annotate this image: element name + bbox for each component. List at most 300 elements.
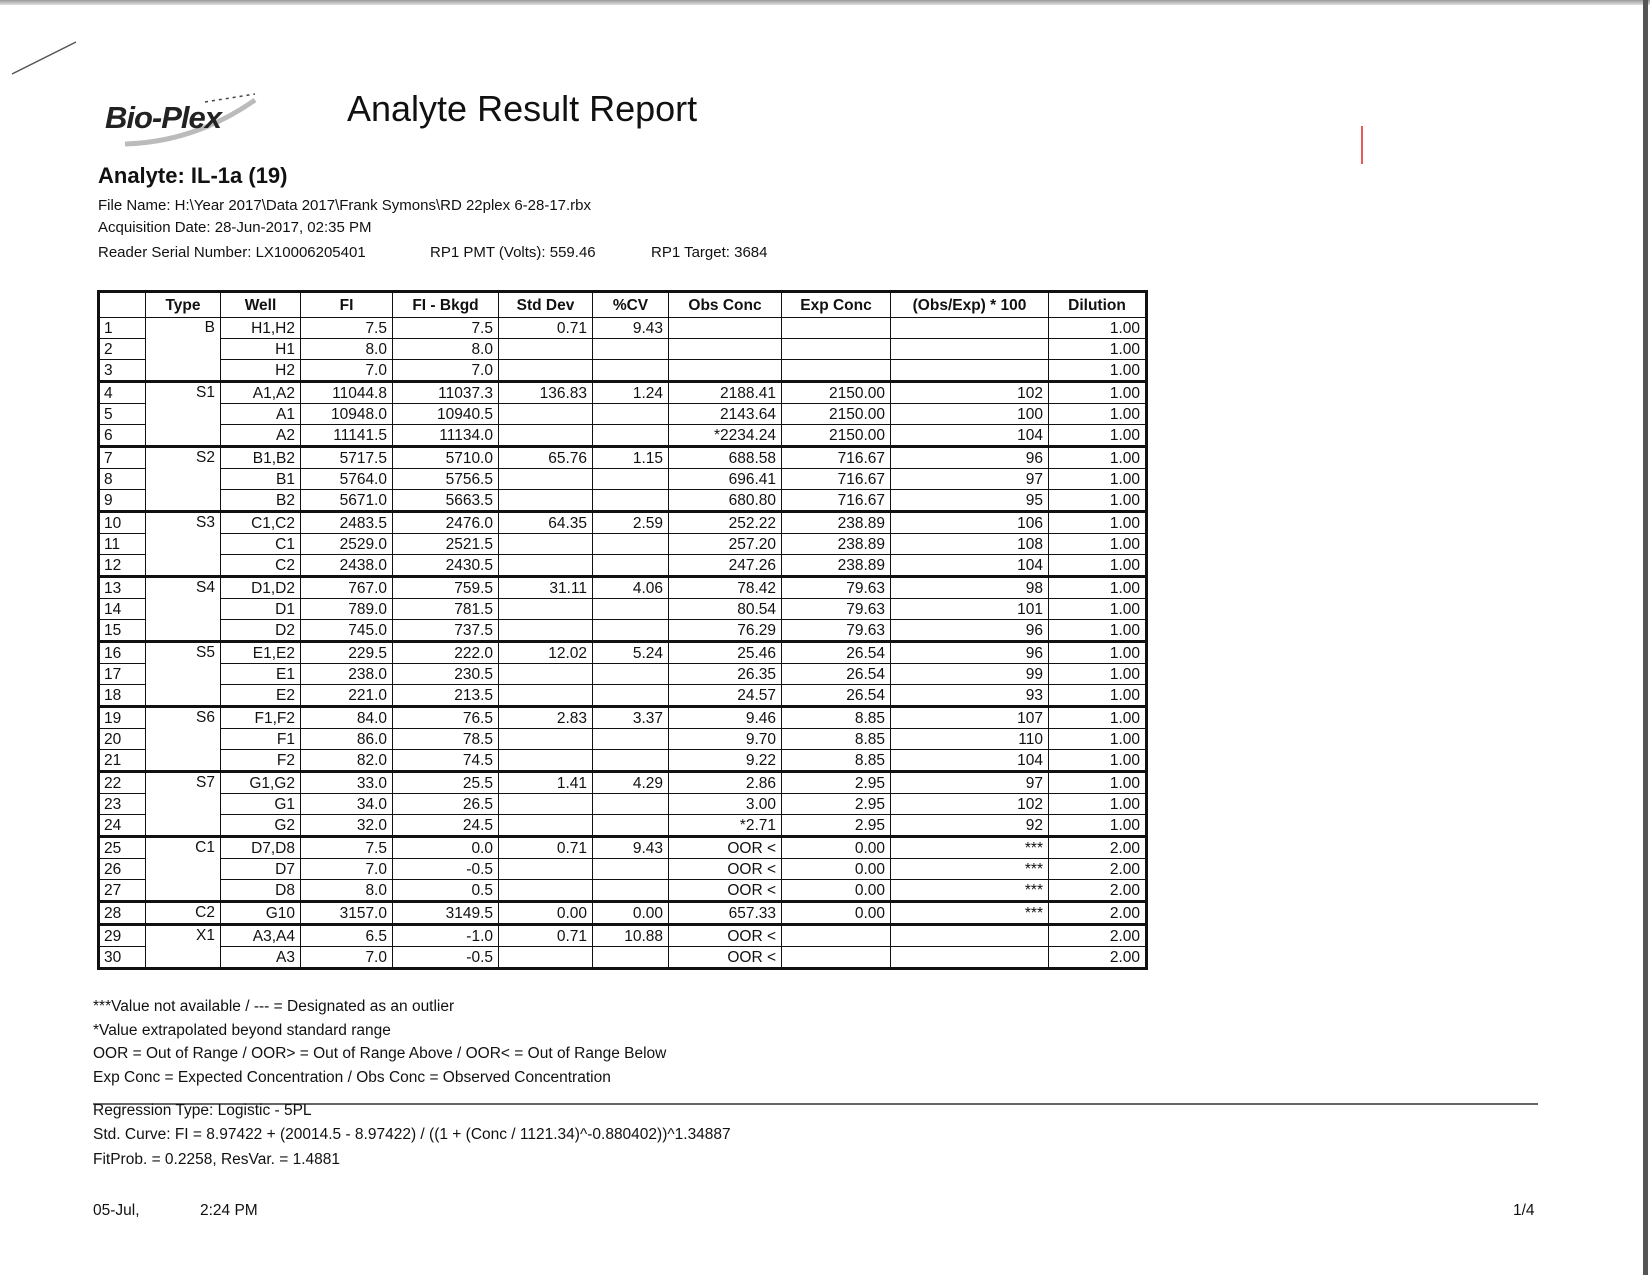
- table-cell: 745.0: [301, 620, 393, 642]
- table-cell: 86.0: [301, 729, 393, 750]
- table-cell: 1.00: [1049, 794, 1147, 815]
- table-cell: 680.80: [669, 490, 782, 512]
- table-cell: 2.95: [782, 794, 891, 815]
- table-cell: 2143.64: [669, 404, 782, 425]
- column-header: [99, 292, 146, 318]
- table-cell: 1.15: [593, 447, 669, 469]
- table-cell: 0.71: [499, 837, 593, 859]
- table-cell: 2.83: [499, 707, 593, 729]
- table-cell: ***: [891, 880, 1049, 902]
- column-header: FI: [301, 292, 393, 318]
- table-cell: 1.00: [1049, 685, 1147, 707]
- table-cell: [499, 880, 593, 902]
- table-cell: 76.29: [669, 620, 782, 642]
- table-cell: 10.88: [593, 925, 669, 947]
- table-cell: 21: [99, 750, 146, 772]
- note-extrapolated: *Value extrapolated beyond standard range: [93, 1022, 391, 1039]
- table-cell: A1,A2: [221, 382, 301, 404]
- sample-type: S5: [146, 642, 221, 707]
- table-cell: 1.00: [1049, 490, 1147, 512]
- table-cell: [499, 469, 593, 490]
- table-cell: 7.0: [301, 859, 393, 880]
- table-cell: [499, 490, 593, 512]
- table-cell: 230.5: [393, 664, 499, 685]
- table-row: [99, 425, 1147, 447]
- table-cell: 20: [99, 729, 146, 750]
- table-cell: 95: [891, 490, 1049, 512]
- table-cell: 25.46: [669, 642, 782, 664]
- table-cell: 1.41: [499, 772, 593, 794]
- table-cell: 34.0: [301, 794, 393, 815]
- table-row: [99, 469, 1147, 490]
- table-cell: 7.5: [301, 318, 393, 339]
- table-cell: 2.00: [1049, 837, 1147, 859]
- table-cell: [499, 599, 593, 620]
- table-cell: 2529.0: [301, 534, 393, 555]
- table-cell: 18: [99, 685, 146, 707]
- table-row: [99, 729, 1147, 750]
- table-cell: [499, 815, 593, 837]
- table-cell: 2.00: [1049, 947, 1147, 969]
- table-cell: *2234.24: [669, 425, 782, 447]
- table-cell: D1,D2: [221, 577, 301, 599]
- table-cell: 96: [891, 642, 1049, 664]
- analyte-name: Analyte: IL-1a (19): [98, 163, 288, 188]
- table-cell: [782, 925, 891, 947]
- table-cell: 107: [891, 707, 1049, 729]
- table-cell: 2150.00: [782, 382, 891, 404]
- table-cell: 8.0: [301, 339, 393, 360]
- table-row: [99, 620, 1147, 642]
- table-cell: 0.00: [782, 837, 891, 859]
- table-cell: [891, 947, 1049, 969]
- table-cell: 1.24: [593, 382, 669, 404]
- table-row: [99, 447, 1147, 469]
- scan-edge-right: [1643, 0, 1648, 1275]
- table-cell: 6.5: [301, 925, 393, 947]
- column-header: Obs Conc: [669, 292, 782, 318]
- table-cell: F1: [221, 729, 301, 750]
- table-cell: C1,C2: [221, 512, 301, 534]
- table-cell: G1,G2: [221, 772, 301, 794]
- table-cell: 2430.5: [393, 555, 499, 577]
- table-cell: 101: [891, 599, 1049, 620]
- table-cell: 12.02: [499, 642, 593, 664]
- table-cell: 1.00: [1049, 642, 1147, 664]
- table-cell: [782, 318, 891, 339]
- table-cell: 102: [891, 382, 1049, 404]
- table-cell: 79.63: [782, 599, 891, 620]
- table-cell: 9.46: [669, 707, 782, 729]
- table-cell: ***: [891, 837, 1049, 859]
- table-cell: 0.71: [499, 925, 593, 947]
- table-row: [99, 534, 1147, 555]
- table-cell: D7,D8: [221, 837, 301, 859]
- table-cell: 26.54: [782, 685, 891, 707]
- table-cell: 102: [891, 794, 1049, 815]
- table-row: [99, 318, 1147, 339]
- table-cell: G10: [221, 902, 301, 925]
- table-cell: [593, 534, 669, 555]
- table-cell: A3: [221, 947, 301, 969]
- table-cell: D7: [221, 859, 301, 880]
- table-cell: 0.0: [393, 837, 499, 859]
- table-cell: 737.5: [393, 620, 499, 642]
- table-cell: [593, 947, 669, 969]
- table-cell: 98: [891, 577, 1049, 599]
- table-cell: 229.5: [301, 642, 393, 664]
- table-cell: [499, 729, 593, 750]
- acquisition-date: Acquisition Date: 28-Jun-2017, 02:35 PM: [98, 219, 372, 236]
- table-cell: 222.0: [393, 642, 499, 664]
- table-cell: B1,B2: [221, 447, 301, 469]
- table-cell: 26.35: [669, 664, 782, 685]
- table-cell: 9.70: [669, 729, 782, 750]
- table-cell: 5.24: [593, 642, 669, 664]
- table-row: [99, 815, 1147, 837]
- table-cell: [782, 947, 891, 969]
- table-cell: 1.00: [1049, 555, 1147, 577]
- table-cell: 0.00: [593, 902, 669, 925]
- table-cell: 11141.5: [301, 425, 393, 447]
- column-header: FI - Bkgd: [393, 292, 499, 318]
- column-header: Type: [146, 292, 221, 318]
- table-cell: 3.00: [669, 794, 782, 815]
- table-cell: [499, 947, 593, 969]
- rp1-target: RP1 Target: 3684: [651, 244, 768, 261]
- table-cell: 716.67: [782, 447, 891, 469]
- table-cell: 2.00: [1049, 925, 1147, 947]
- table-cell: C2: [221, 555, 301, 577]
- table-cell: E2: [221, 685, 301, 707]
- table-cell: 7.5: [393, 318, 499, 339]
- table-cell: 716.67: [782, 469, 891, 490]
- table-cell: [499, 425, 593, 447]
- table-cell: 79.63: [782, 620, 891, 642]
- sample-type: S4: [146, 577, 221, 642]
- table-cell: 4.29: [593, 772, 669, 794]
- column-header: Std Dev: [499, 292, 593, 318]
- footer-date: 05-Jul,: [93, 1202, 140, 1219]
- table-cell: 80.54: [669, 599, 782, 620]
- table-cell: [593, 599, 669, 620]
- logo-text: Bio-Plex: [105, 100, 222, 135]
- table-cell: OOR <: [669, 837, 782, 859]
- table-cell: [891, 339, 1049, 360]
- table-cell: 9.43: [593, 318, 669, 339]
- table-cell: 24.57: [669, 685, 782, 707]
- table-cell: 27: [99, 880, 146, 902]
- table-cell: OOR <: [669, 947, 782, 969]
- table-row: [99, 859, 1147, 880]
- table-cell: 78.5: [393, 729, 499, 750]
- table-row: [99, 382, 1147, 404]
- table-cell: 0.00: [782, 880, 891, 902]
- table-cell: [593, 729, 669, 750]
- table-cell: 96: [891, 447, 1049, 469]
- table-cell: 24: [99, 815, 146, 837]
- table-row: [99, 490, 1147, 512]
- table-cell: 93: [891, 685, 1049, 707]
- table-cell: [782, 339, 891, 360]
- table-cell: 106: [891, 512, 1049, 534]
- table-cell: 1.00: [1049, 512, 1147, 534]
- sample-type: S6: [146, 707, 221, 772]
- table-cell: 716.67: [782, 490, 891, 512]
- table-cell: 1.00: [1049, 318, 1147, 339]
- table-cell: 11037.3: [393, 382, 499, 404]
- table-cell: A2: [221, 425, 301, 447]
- table-cell: 82.0: [301, 750, 393, 772]
- table-cell: 0.71: [499, 318, 593, 339]
- table-cell: 11134.0: [393, 425, 499, 447]
- table-row: [99, 707, 1147, 729]
- table-cell: [669, 318, 782, 339]
- table-cell: 30: [99, 947, 146, 969]
- table-cell: 11: [99, 534, 146, 555]
- table-cell: *2.71: [669, 815, 782, 837]
- table-cell: [593, 339, 669, 360]
- table-cell: 1.00: [1049, 360, 1147, 382]
- table-cell: 252.22: [669, 512, 782, 534]
- table-cell: [593, 469, 669, 490]
- table-cell: 696.41: [669, 469, 782, 490]
- table-cell: A3,A4: [221, 925, 301, 947]
- file-name: File Name: H:\Year 2017\Data 2017\Frank Symons\RD 22plex 6-28-17.rbx: [98, 197, 592, 214]
- table-cell: 136.83: [499, 382, 593, 404]
- table-cell: 2438.0: [301, 555, 393, 577]
- column-header: Well: [221, 292, 301, 318]
- sample-type: B: [146, 318, 221, 382]
- table-cell: 1.00: [1049, 382, 1147, 404]
- table-cell: [891, 925, 1049, 947]
- table-cell: 0.00: [499, 902, 593, 925]
- table-cell: [593, 685, 669, 707]
- note-conc: Exp Conc = Expected Concentration / Obs Conc = Observed Concentration: [93, 1069, 611, 1086]
- table-cell: 2.95: [782, 772, 891, 794]
- table-cell: [499, 339, 593, 360]
- table-cell: 84.0: [301, 707, 393, 729]
- table-cell: [499, 555, 593, 577]
- column-header: (Obs/Exp) * 100: [891, 292, 1049, 318]
- table-cell: [499, 620, 593, 642]
- table-cell: [891, 360, 1049, 382]
- table-cell: 8.85: [782, 707, 891, 729]
- table-cell: 5710.0: [393, 447, 499, 469]
- table-cell: 2521.5: [393, 534, 499, 555]
- table-cell: G2: [221, 815, 301, 837]
- table-row: [99, 837, 1147, 859]
- table-cell: H2: [221, 360, 301, 382]
- table-cell: H1: [221, 339, 301, 360]
- table-row: [99, 555, 1147, 577]
- table-cell: 2483.5: [301, 512, 393, 534]
- table-cell: 2.86: [669, 772, 782, 794]
- table-cell: 28: [99, 902, 146, 925]
- table-row: [99, 599, 1147, 620]
- table-cell: 9.22: [669, 750, 782, 772]
- table-cell: 79.63: [782, 577, 891, 599]
- table-cell: 10948.0: [301, 404, 393, 425]
- table-row: [99, 794, 1147, 815]
- table-cell: 3: [99, 360, 146, 382]
- table-cell: 7: [99, 447, 146, 469]
- table-cell: C1: [221, 534, 301, 555]
- table-cell: 100: [891, 404, 1049, 425]
- table-cell: 33.0: [301, 772, 393, 794]
- table-cell: 26.54: [782, 664, 891, 685]
- table-cell: 3.37: [593, 707, 669, 729]
- table-cell: 15: [99, 620, 146, 642]
- table-cell: 1.00: [1049, 729, 1147, 750]
- table-cell: 104: [891, 555, 1049, 577]
- table-cell: 1.00: [1049, 404, 1147, 425]
- sample-type: S7: [146, 772, 221, 837]
- sample-type: X1: [146, 925, 221, 969]
- table-cell: 6: [99, 425, 146, 447]
- table-cell: E1: [221, 664, 301, 685]
- table-cell: B2: [221, 490, 301, 512]
- table-cell: [593, 360, 669, 382]
- table-cell: 2.00: [1049, 880, 1147, 902]
- table-row: [99, 750, 1147, 772]
- table-cell: 1.00: [1049, 425, 1147, 447]
- table-cell: 9: [99, 490, 146, 512]
- sample-type: C1: [146, 837, 221, 902]
- table-cell: 8.85: [782, 729, 891, 750]
- table-cell: -0.5: [393, 859, 499, 880]
- table-cell: 257.20: [669, 534, 782, 555]
- table-cell: 7.0: [301, 947, 393, 969]
- table-cell: 108: [891, 534, 1049, 555]
- table-cell: 238.89: [782, 512, 891, 534]
- table-cell: 4: [99, 382, 146, 404]
- table-cell: 7.5: [301, 837, 393, 859]
- std-curve: Std. Curve: FI = 8.97422 + (20014.5 - 8.97422) / ((1 + (Conc / 1121.34)^-0.880402))^1.34887: [93, 1126, 731, 1143]
- scan-edge-top: [0, 0, 1650, 5]
- table-cell: G1: [221, 794, 301, 815]
- page-number: 1/4: [1513, 1202, 1535, 1219]
- table-cell: [499, 360, 593, 382]
- column-header: Dilution: [1049, 292, 1147, 318]
- table-cell: 24.5: [393, 815, 499, 837]
- table-row: [99, 880, 1147, 902]
- table-cell: 11044.8: [301, 382, 393, 404]
- table-header-row: [99, 292, 1147, 318]
- table-cell: 23: [99, 794, 146, 815]
- table-cell: [593, 859, 669, 880]
- table-cell: 3149.5: [393, 902, 499, 925]
- table-cell: 7.0: [301, 360, 393, 382]
- table-row: [99, 772, 1147, 794]
- table-cell: OOR <: [669, 925, 782, 947]
- table-row: [99, 664, 1147, 685]
- table-cell: 22: [99, 772, 146, 794]
- table-cell: 781.5: [393, 599, 499, 620]
- table-row: [99, 685, 1147, 707]
- pen-mark: [8, 38, 80, 78]
- table-row: [99, 360, 1147, 382]
- table-cell: 789.0: [301, 599, 393, 620]
- table-cell: 1.00: [1049, 534, 1147, 555]
- sample-type: S1: [146, 382, 221, 447]
- table-cell: 99: [891, 664, 1049, 685]
- table-cell: 1.00: [1049, 815, 1147, 837]
- table-cell: [593, 620, 669, 642]
- table-cell: [499, 664, 593, 685]
- table-cell: 8: [99, 469, 146, 490]
- table-cell: [593, 425, 669, 447]
- table-cell: 2.00: [1049, 902, 1147, 925]
- table-row: [99, 577, 1147, 599]
- table-cell: [593, 555, 669, 577]
- table-cell: 76.5: [393, 707, 499, 729]
- table-cell: D2: [221, 620, 301, 642]
- table-cell: 19: [99, 707, 146, 729]
- table-cell: 26: [99, 859, 146, 880]
- note-oor: OOR = Out of Range / OOR> = Out of Range Above / OOR< = Out of Range Below: [93, 1045, 667, 1062]
- table-cell: 213.5: [393, 685, 499, 707]
- table-cell: 74.5: [393, 750, 499, 772]
- table-cell: 1.00: [1049, 664, 1147, 685]
- note-outlier: ***Value not available / --- = Designated as an outlier: [93, 998, 455, 1015]
- table-cell: 2150.00: [782, 404, 891, 425]
- table-cell: 96: [891, 620, 1049, 642]
- table-cell: A1: [221, 404, 301, 425]
- table-cell: [499, 750, 593, 772]
- table-cell: [499, 534, 593, 555]
- table-cell: 688.58: [669, 447, 782, 469]
- table-cell: [669, 339, 782, 360]
- table-cell: 1.00: [1049, 620, 1147, 642]
- table-row: [99, 925, 1147, 947]
- table-cell: 1.00: [1049, 707, 1147, 729]
- table-cell: 26.5: [393, 794, 499, 815]
- column-header: %CV: [593, 292, 669, 318]
- table-cell: 5671.0: [301, 490, 393, 512]
- rp1-pmt: RP1 PMT (Volts): 559.46: [430, 244, 596, 261]
- table-cell: D8: [221, 880, 301, 902]
- table-cell: 1.00: [1049, 339, 1147, 360]
- table-cell: 10: [99, 512, 146, 534]
- table-cell: [499, 685, 593, 707]
- table-cell: 65.76: [499, 447, 593, 469]
- sample-type: C2: [146, 902, 221, 925]
- table-row: [99, 512, 1147, 534]
- table-cell: 31.11: [499, 577, 593, 599]
- table-row: [99, 404, 1147, 425]
- table-cell: 14: [99, 599, 146, 620]
- table-cell: -0.5: [393, 947, 499, 969]
- table-cell: F2: [221, 750, 301, 772]
- table-row: [99, 642, 1147, 664]
- red-pen-mark: [1358, 124, 1366, 166]
- table-cell: [593, 794, 669, 815]
- table-cell: [499, 794, 593, 815]
- table-cell: 10940.5: [393, 404, 499, 425]
- table-cell: 238.89: [782, 534, 891, 555]
- table-cell: 8.85: [782, 750, 891, 772]
- regression-type: Regression Type: Logistic - 5PL: [93, 1102, 312, 1119]
- table-cell: 5717.5: [301, 447, 393, 469]
- table-cell: B1: [221, 469, 301, 490]
- table-cell: 759.5: [393, 577, 499, 599]
- table-cell: 97: [891, 772, 1049, 794]
- reader-serial: Reader Serial Number: LX10006205401: [98, 244, 366, 261]
- bio-plex-logo: [105, 92, 275, 142]
- table-cell: 13: [99, 577, 146, 599]
- table-cell: 238.89: [782, 555, 891, 577]
